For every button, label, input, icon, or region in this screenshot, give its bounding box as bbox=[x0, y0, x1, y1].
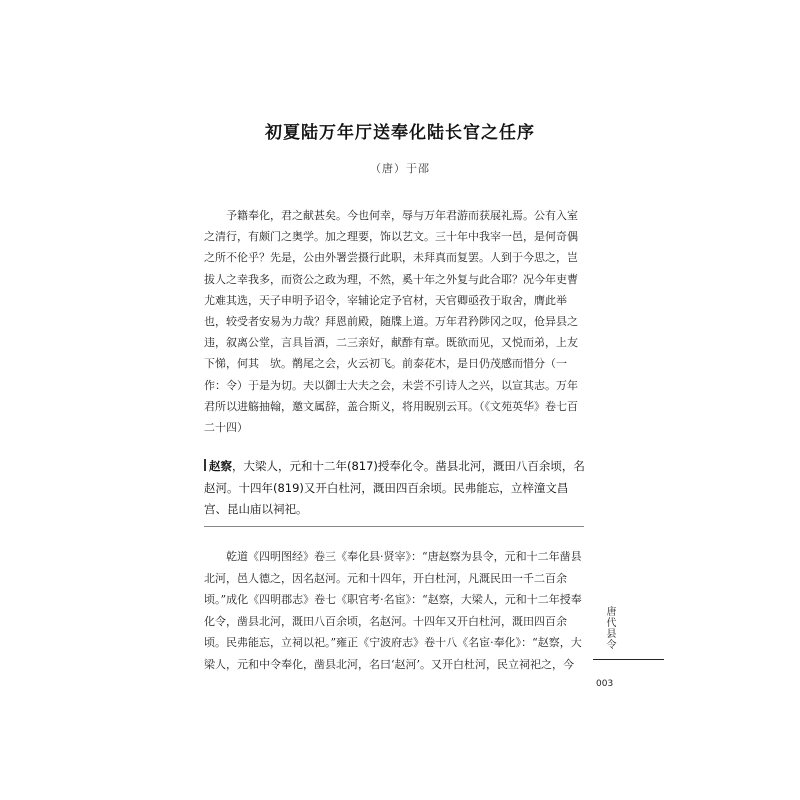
running-head-rule bbox=[593, 659, 664, 660]
page-title: 初夏陆万年厅送奉化陆长官之任序 bbox=[265, 123, 535, 143]
running-head: 唐代县令 bbox=[604, 606, 615, 650]
author-line: （唐）于邵 bbox=[370, 162, 430, 175]
note-marker bbox=[204, 459, 206, 471]
biography-note bbox=[204, 456, 586, 521]
commentary bbox=[204, 546, 586, 675]
page-number: 003 bbox=[596, 679, 614, 689]
note-text: ，大梁人，元和十二年(817)授奉化令。凿县北河，溉田八百余顷，名赵河。十四年(819)又开白杜河，溉田四百余顷。民弗能忘，立梓潼文昌宫、昆山庙以祠祀。 bbox=[204, 459, 585, 516]
section-divider bbox=[204, 526, 584, 527]
essay-paragraph: 予籍奉化，君之献甚矣。今也何幸，辱与万年君游而获展礼焉。公有入室之清行，有颇门之奥学。加之理要，饰以艺文。三十年中我宰一邑，是何奇偶之所不伦乎？先是，公由外署尝摄行此职，未拜真而复罢。人到于今思之，岂拔人之幸我多，而资公之政为理，不然，奚十年之外复与此合耶？况今年吏曹尤难其选，天子申明予诏令，宰辅论定予官材，天官卿亟孜于取舍，膺此举也，较受者安易为力哉？拜恩前殿，随牒上道。万年君矜陟冈之叹，伧异县之违，叙离公堂，言具旨酒，二三亲好，献酢有章。既欲而见，又悦而弟，上友下悌，何其 欤。鹡尾之会，火云初飞。前泰花木，是日仍茂感而惜分（一作：令）于是为切。夫以御士大夫之会，未尝不引诗人之兴，以宣其志。万年君所以进觞抽翰，邀文属辞，盖合斯义，将用睨别云耳。（《文苑英华》卷七百二十四） bbox=[204, 209, 578, 435]
essay-body bbox=[204, 205, 586, 438]
commentary-paragraph: 乾道《四明图经》卷三《奉化县·贤宰》：“唐赵察为县令，元和十二年凿县北河，邑人德之，因名赵河。元和十四年，开白杜河，凡溉民田一千二百余顷。”成化《四明郡志》卷七《职官考·名宦》：“赵察，大梁人，元和十二年授奉化令，凿县北河，溉田八百余顷，名赵河。十四年又开白杜河，溉田四百余顷。民弗能忘，立祠以祀。”雍正《宁波府志》卷十八《名宦·奉化》：“赵察，大梁人，元和中令奉化，凿县北河，名曰‘赵河’。又开白杜河，民立祠祀之，今 bbox=[204, 550, 582, 671]
note-name: 赵察 bbox=[209, 459, 232, 473]
